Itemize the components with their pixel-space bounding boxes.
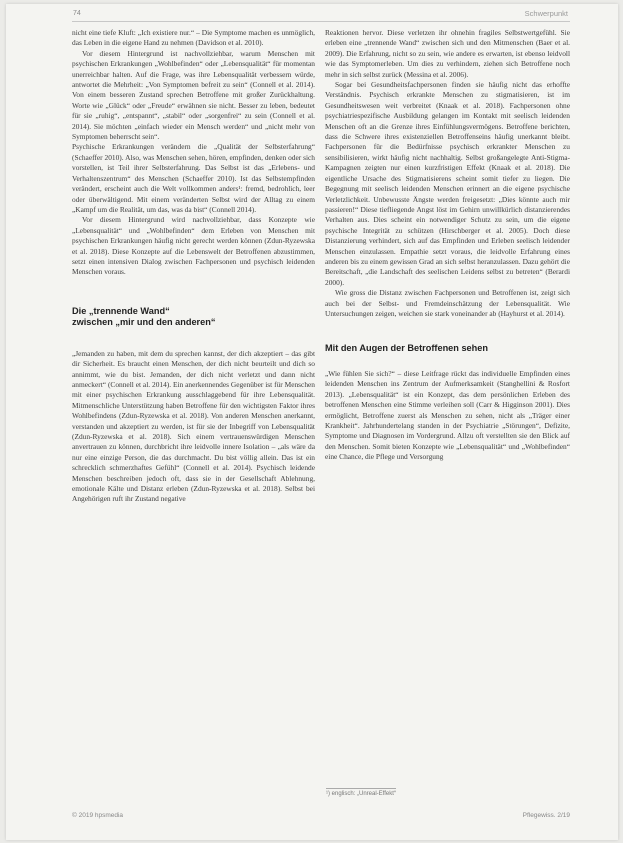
paragraph: Reaktionen hervor. Diese verletzen ihr ohnehin fragiles Selbstwertgefühl. Sie erleben eine „trennende Wand“ zwischen sich und den Mitmenschen (Baer et al. 2009). Die Erfahrung, nicht so zu sein, wie andere es erwarten, ist ebenso leidvoll wie das Symptomerleben. Um dies zu verhindern, ziehen sich Betroffene noch mehr in sich selbst zurück (Messina et al. 2006). xyxy=(325,28,570,79)
spacer xyxy=(325,319,570,343)
running-header xyxy=(6,4,618,24)
page-number: 74 xyxy=(73,10,81,17)
paragraph: „Jemanden zu haben, mit dem du sprechen kannst, der dich akzeptiert – das gibt dir Sicherheit. Es braucht einen Menschen, der dich nicht beurteilt und dich so annimmt, wie du bist. Jemanden, der dich nicht verletzt und dann nicht anmeckert“ (Connell et al. 2014). Ein anerkennendes Gegenüber ist für Menschen mit einer psychischen Erkrankung ausschlaggebend für ihre Lebensqualität. Mitmenschliche Unterstützung haben Betroffene für den wichtigsten Faktor ihres Wohlbefindens (Zdun-Ryzewska et al. 2018). Von anderen Menschen anerkannt, verstanden und akzeptiert zu werden, ist für sie der Inbegriff von Lebensqualität (Zdun-Ryzewska et al. 2018). Sich einem vertrauenswürdigen Menschen anvertrauen zu können, durchbricht ihre leidvolle innere Isolation – „als wäre da nur eine einzige Person, die das durchmacht. Du bist völlig allein. Das ist ein schrecklich schmerzhaftes Gefühl“ (Connell et al. 2014). Psychisch leidende Menschen beschreiben jedoch oft, dass sie in der Gesellschaft Ablehnung, emotionale Kälte und Distanz erleben (Zdun-Ryzewska et al. 2018). Selbst bei Angehörigen ruft ihr Zustand negative xyxy=(72,348,315,504)
spacer xyxy=(72,278,315,306)
section-heading xyxy=(72,306,315,329)
paragraph: Vor diesem Hintergrund ist nachvollziehbar, warum Menschen mit psychischen Erkrankungen „Wohlbefinden“ oder „Lebensqualität“ für momentan unerreichbar halten. Auf die Frage, was ihre Lebensqualität verbessern würde, antwortet die Mehrheit: „Von Symptomen befreit zu sein“ (Connell et al. 2014). Von einem besseren Zustand sprechen Betroffene mit großer Zurückhaltung. Worte wie „Glück“ oder „Freude“ erwähnen sie nicht. Besser zu leben, bedeutet für sie „ruhig“, „entspannt“, „stabil“ oder „sorgenfrei“ zu sein (Connell et al. 2014). Sie möchten „einfach wieder ein Mensch werden“ und „nicht mehr von Symptomen beherrscht sein“. xyxy=(72,48,315,142)
header-rule xyxy=(72,21,570,22)
spacer xyxy=(72,329,315,349)
paragraph: Sogar bei Gesundheitsfachpersonen finden sie häufig nicht das erhoffte Verständnis. Psychisch erkrankte Menschen zu stigmatisieren, ist im Gesundheitswesen weit verbreitet (Knaak et al. 2018). Fachpersonen ohne psychiatriespezifische Ausbildung gelangen im Kontakt mit seelisch leidenden Menschen oft an die Grenze ihres Einfühlungsvermögens. Betroffene berichten, dass die Schwere ihres existenziellen Betroffenseins häufig unerkannt bleibt. Fachpersonen für die Bedürfnisse psychisch erkrankter Menschen zu sensibilisieren, wirkt häufig nicht nachhaltig. Selbst großangelegte Anti-Stigma-Kampagnen zeigten nur einen kurzfristigen Effekt (Knaak et al. 2018). Die eigentliche Ursache des Stigmatisierens scheint somit tiefer zu liegen. Die Begegnung mit seelisch leidenden Menschen erinnert an die eigene psychische Verletzlichkeit. Unbewusste Ängste werden freigesetzt: „Dies könnte auch mir passieren!“ Diese tiefliegende Angst löst im Gehirn unwillkürlich distanzierendes Verhalten aus. Dies scheint ein notwendiger Schutz zu sein, um die eigene psychische Integrität zu schützen (Hirschberger et al. 2005). Doch diese Distanzierung verhindert, sich auf das Empfinden und Erleben seelisch leidender Menschen einzulassen. Empathie setzt voraus, die leidvolle Erfahrung eines anderen bis zu einem gewissen Grad an sich selbst heranzulassen. Dazu gehört die Bereitschaft, „die Landschaft des seelischen Leidens selbst zu betreten“ (Berardi 2000). xyxy=(325,80,570,287)
footnote: ¹) englisch: „Unreal-Effekt“ xyxy=(326,791,396,797)
paragraph: Vor diesem Hintergrund wird nachvollziehbar, dass Konzepte wie „Lebensqualität“ und „Wohlbefinden“ dem Erleben von Menschen mit psychischen Erkrankungen häufig nicht gerecht werden können (Zdun-Ryzewska et al. 2018). Diese Konzepte auf die Lebenswelt der Betroffenen abzustimmen, setzt einen intensiven Dialog zwischen Fachpersonen und psychisch leidenden Menschen voraus. xyxy=(72,215,315,277)
heading-line: zwischen „mir und den anderen“ xyxy=(72,317,216,328)
paragraph: „Wie fühlen Sie sich?“ – diese Leitfrage rückt das individuelle Empfinden eines leidenden Menschen ins Zentrum der Aufmerksamkeit (Stanghellini & Rosfort 2013). „Lebensqualität“ ist ein Konzept, das dem persönlichen Erleben des betroffenen Menschen eine Stimme verleihen soll (Carr & Higginson 2001). Dies ermöglicht, Betroffene zuerst als Menschen zu sehen, nicht als „Träger einer Krankheit“. Jahrhundertelang standen in der Psychiatrie „Störungen“, Defizite, Symptome und Diagnosen im Vordergrund. Allzu oft verstellten sie den Blick auf den Menschen. Somit bieten Konzepte wie „Lebensqualität“ und „Wohlbefinden“ eine Chance, die Pflege und Versorgung xyxy=(325,368,570,462)
footer-copyright: © 2019 hpsmedia xyxy=(72,812,124,819)
footnote-rule xyxy=(326,788,396,789)
footer-journal: Pflegewiss. 2/19 xyxy=(522,812,570,819)
left-column xyxy=(72,28,315,505)
section-heading: Mit den Augen der Betroffenen sehen xyxy=(325,343,489,354)
paragraph: Wie gross die Distanz zwischen Fachpersonen und Betroffenen ist, zeigt sich auch bei der Selbst- und Fremdeinschätzung der Lebensqualität. Wie Untersuchungen zeigen, weichen sie stark voneinander ab (Hayhurst et al. 2014). xyxy=(325,288,570,318)
spacer xyxy=(325,355,570,369)
section-label: Schwerpunkt xyxy=(524,9,568,18)
heading-line: Die „trennende Wand“ xyxy=(72,305,170,316)
paragraph: nicht eine tiefe Kluft: „Ich existiere nur.“ – Die Symptome machen es unmöglich, das Leben in die eigene Hand zu nehmen (Davidson et al. 2010). xyxy=(72,28,315,48)
paragraph: Psychische Erkrankungen verändern die „Qualität der Selbsterfahrung“ (Schaeffer 2010). Also, was Menschen sehen, hören, empfinden, denken oder sich vorstellen, ist Teil ihrer Selbsterfahrung. Das Selbst ist das „Erlebens- und Verhaltenszentrum“ des Menschen (Schaeffer 2010). Ist das Selbstempfinden verändert, erscheint auch die Welt vollkommen anders¹: fremd, bedrohlich, leer oder überwältigend. Mit einem veränderten Selbst wird der Alltag zu einem „Kampf um die Realität, um das, was da bist“ (Connell 2014). xyxy=(72,142,315,214)
right-column xyxy=(325,28,570,463)
document-page xyxy=(6,4,618,840)
